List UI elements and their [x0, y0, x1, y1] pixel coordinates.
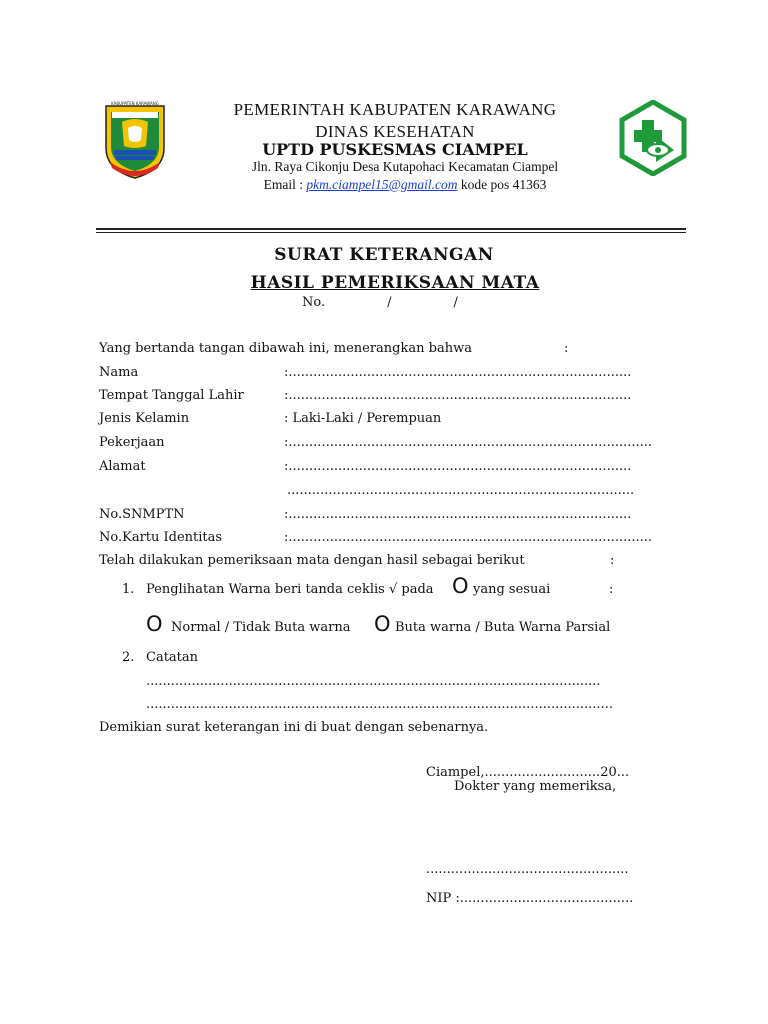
item1-text: Penglihatan Warna beri tanda ceklis √ pada — [146, 582, 434, 597]
email-link[interactable]: pkm.ciampel15@gmail.com — [306, 177, 458, 192]
header-divider-thick — [96, 228, 686, 230]
item2-text: Catatan — [146, 650, 199, 665]
field-label-pekerjaan: Pekerjaan — [99, 435, 165, 450]
option-normal-circle-icon[interactable]: O — [146, 612, 163, 636]
field-value-ttl[interactable]: :................................................................................... — [284, 388, 632, 403]
exam-intro: Telah dilakukan pemeriksaan mata dengan hasil sebagai berikut — [99, 553, 525, 568]
field-value-gender[interactable]: : Laki-Laki / Perempuan — [284, 411, 442, 426]
field-value-identitas[interactable]: :........................................................................................ — [284, 530, 653, 545]
field-value-pekerjaan[interactable]: :........................................................................................ — [284, 435, 653, 450]
email-label: Email : — [263, 177, 307, 192]
closing-statement: Demikian surat keterangan ini di buat dengan sebenarnya. — [99, 720, 489, 735]
signature-name-line[interactable]: ................................................. — [426, 862, 629, 877]
left-logo-caption: KABUPATEN KARAWANG — [111, 101, 159, 106]
gov-heading: PEMERINTAH KABUPATEN KARAWANG — [233, 100, 557, 119]
document-subtitle: HASIL PEMERIKSAAN MATA — [250, 273, 540, 293]
karawang-emblem-logo — [102, 100, 168, 180]
note-line-1[interactable]: .............................................................................................................. — [146, 674, 601, 689]
field-value-alamat[interactable]: :................................................................................... — [284, 459, 632, 474]
item2-number: 2. — [122, 650, 135, 665]
item1-colon: : — [609, 582, 614, 597]
option-colorblind-label: Buta warna / Buta Warna Parsial — [395, 620, 611, 635]
field-label-nama: Nama — [99, 365, 139, 380]
note-line-2[interactable]: ................................................................................................................. — [146, 697, 613, 712]
postal-code: kode pos 41363 — [457, 177, 547, 192]
field-label-identitas: No.Kartu Identitas — [99, 530, 223, 545]
exam-intro-colon: : — [610, 553, 615, 568]
field-label-snmptn: No.SNMPTN — [99, 507, 185, 522]
field-value-nama[interactable]: :................................................................................... — [284, 365, 632, 380]
intro-text: Yang bertanda tangan dibawah ini, menerangkan bahwa — [99, 341, 472, 356]
option-colorblind-circle-icon[interactable]: O — [374, 612, 391, 636]
item1-after: yang sesuai — [473, 582, 551, 597]
nip-line[interactable]: NIP :.......................................... — [426, 891, 634, 906]
item1-number: 1. — [122, 582, 135, 597]
circle-icon: O — [452, 574, 469, 598]
address-line: Jln. Raya Cikonju Desa Kutapohaci Kecamatan Ciampel — [251, 159, 559, 174]
document-title: SURAT KETERANGAN — [274, 245, 494, 265]
field-label-gender: Jenis Kelamin — [99, 411, 190, 426]
option-normal-label: Normal / Tidak Buta warna — [171, 620, 351, 635]
field-value-snmptn[interactable]: :................................................................................... — [284, 507, 632, 522]
signer-role: Dokter yang memeriksa, — [454, 779, 617, 794]
email-line — [165, 177, 645, 193]
puskesmas-heading: UPTD PUSKESMAS CIAMPEL — [262, 140, 528, 159]
field-value-alamat-line2[interactable]: .................................................................................... — [287, 483, 635, 498]
office-heading: DINAS KESEHATAN — [315, 122, 475, 141]
document-number: No. / / — [302, 295, 458, 310]
field-label-ttl: Tempat Tanggal Lahir — [99, 388, 244, 403]
field-label-alamat: Alamat — [99, 459, 146, 474]
intro-colon: : — [564, 341, 569, 356]
place-date[interactable]: Ciampel,............................20... — [426, 765, 630, 780]
header-divider-thin — [96, 232, 686, 233]
